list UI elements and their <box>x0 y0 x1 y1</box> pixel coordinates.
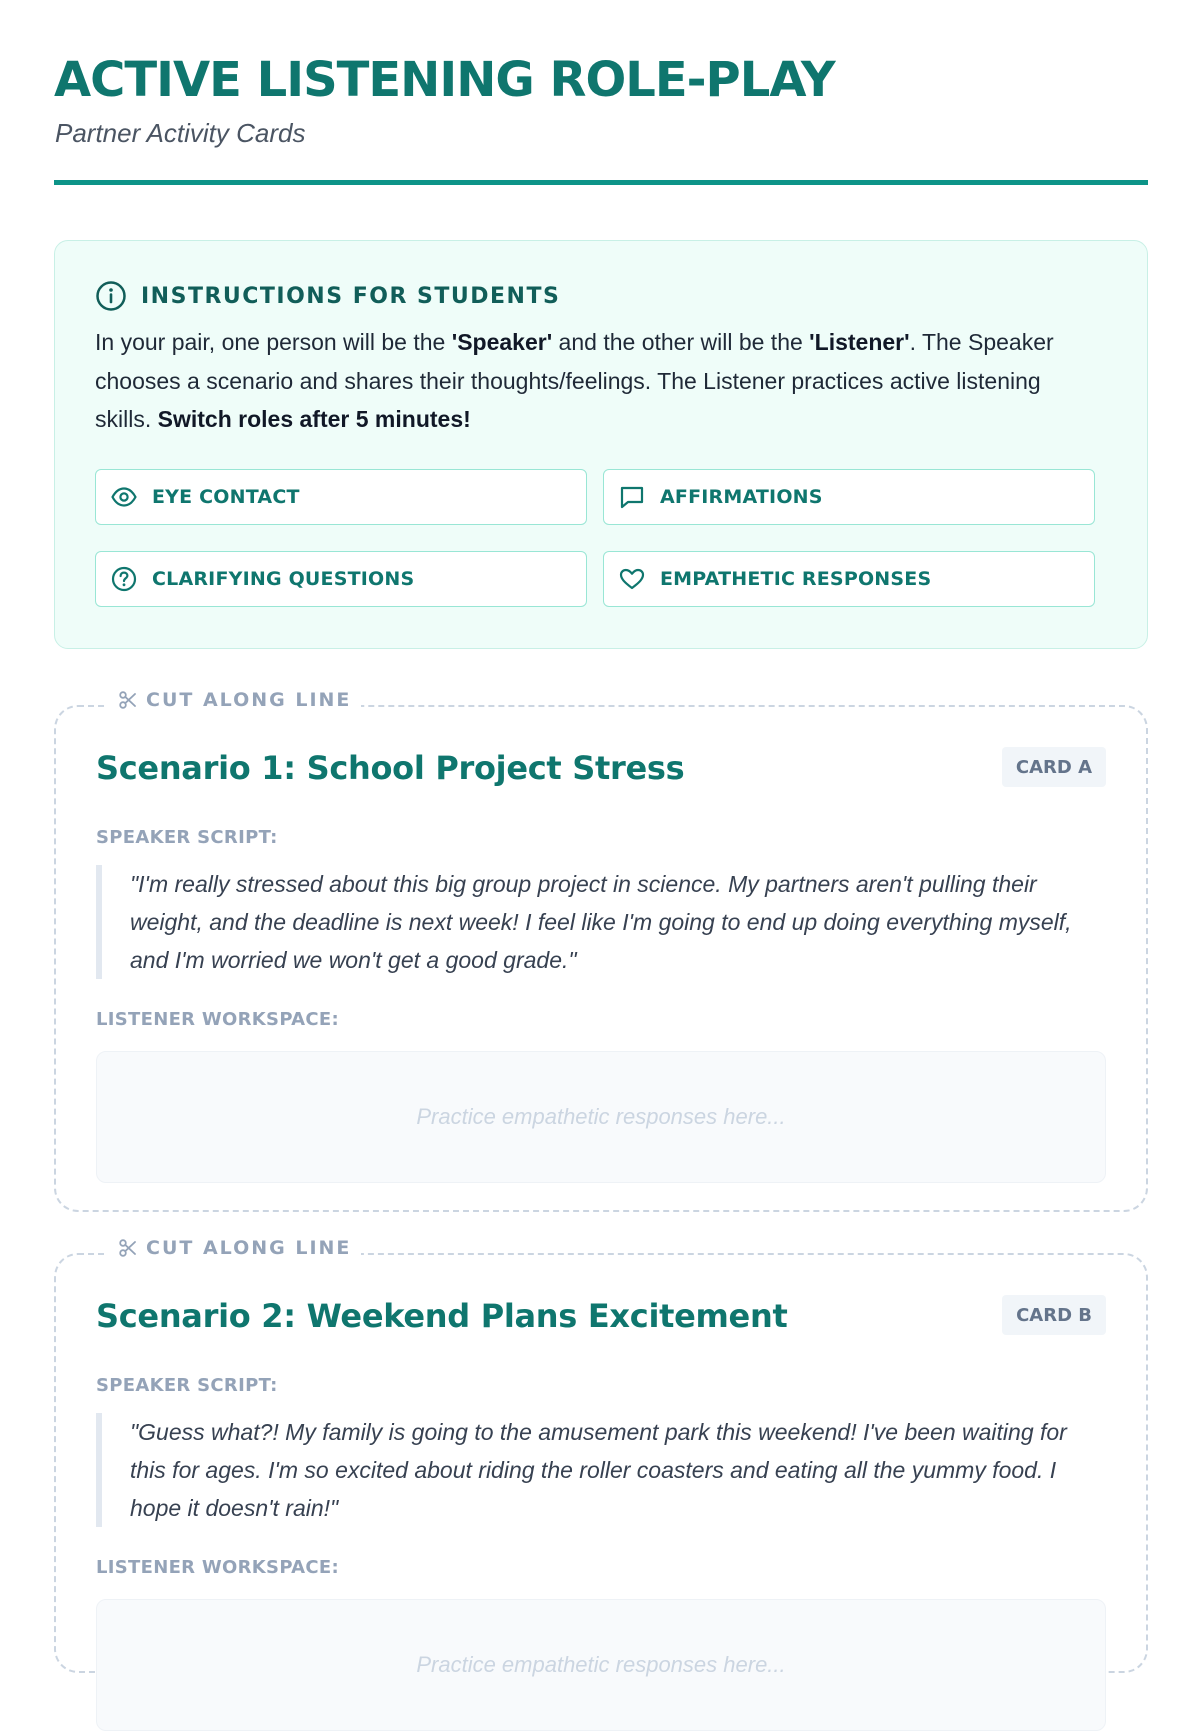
skill-label: EMPATHETIC RESPONSES <box>660 568 932 590</box>
switch-roles-note: Switch roles after 5 minutes! <box>157 406 471 432</box>
card-badge: CARD A <box>1002 747 1106 787</box>
instructions-title: INSTRUCTIONS FOR STUDENTS <box>141 283 561 309</box>
listener-role: 'Listener' <box>809 329 910 355</box>
listener-workspace[interactable] <box>96 1599 1106 1731</box>
cut-line-text: CUT ALONG LINE <box>146 689 352 711</box>
page-subtitle: Partner Activity Cards <box>55 118 306 148</box>
instructions-text-1: In your pair, one person will be the <box>95 329 452 355</box>
instructions-text-2: and the other will be the <box>552 329 810 355</box>
skill-empathetic-responses <box>603 551 1095 607</box>
skill-affirmations <box>603 469 1095 525</box>
card-header <box>96 707 1106 827</box>
info-icon <box>95 280 127 312</box>
message-icon <box>618 483 646 511</box>
card-title: Scenario 1: School Project Stress <box>96 749 685 787</box>
card-header <box>96 1255 1106 1375</box>
instructions-text <box>95 323 1095 439</box>
skill-label: EYE CONTACT <box>152 486 300 508</box>
listener-workspace-label: LISTENER WORKSPACE: <box>96 1557 339 1578</box>
workspace-placeholder: Practice empathetic responses here... <box>416 1652 786 1677</box>
card-title: Scenario 2: Weekend Plans Excitement <box>96 1297 788 1335</box>
listener-workspace-label: LISTENER WORKSPACE: <box>96 1009 339 1030</box>
card-badge: CARD B <box>1002 1295 1106 1335</box>
skill-label: CLARIFYING QUESTIONS <box>152 568 415 590</box>
skill-label: AFFIRMATIONS <box>660 486 823 508</box>
workspace-placeholder: Practice empathetic responses here... <box>416 1104 786 1129</box>
heart-icon <box>618 565 646 593</box>
instructions-panel <box>54 240 1148 649</box>
title-divider <box>54 180 1148 185</box>
scenario-card-a <box>54 705 1148 1212</box>
speaker-script: "Guess what?! My family is going to the amusement park this weekend! I've been waiting for this for ages. I'm so excited about riding the roller coasters and eating all the yummy food. I hope it doesn't rain!" <box>96 1413 1096 1527</box>
instructions-text-3: . The Speaker chooses a scenario and shares their thoughts/feelings. The Listener practices active listening skills. <box>95 329 1054 432</box>
scissors-icon <box>118 1238 138 1258</box>
scenario-card-b <box>54 1253 1148 1677</box>
speaker-script-label: SPEAKER SCRIPT: <box>96 1375 278 1396</box>
listener-workspace[interactable] <box>96 1051 1106 1183</box>
speaker-script-label: SPEAKER SCRIPT: <box>96 827 278 848</box>
speaker-script: "I'm really stressed about this big group project in science. My partners aren't pulling their weight, and the deadline is next week! I feel like I'm going to end up doing everything myself, and I'm worried we won't get a good grade." <box>96 865 1096 979</box>
cut-line-label <box>108 1233 361 1263</box>
instructions-header <box>95 279 1107 313</box>
cut-line-text: CUT ALONG LINE <box>146 1237 352 1259</box>
skill-eye-contact <box>95 469 587 525</box>
scissors-icon <box>118 690 138 710</box>
help-circle-icon <box>110 565 138 593</box>
eye-icon <box>110 483 138 511</box>
skill-clarifying-questions <box>95 551 587 607</box>
speaker-role: 'Speaker' <box>451 329 553 355</box>
page-title: ACTIVE LISTENING ROLE-PLAY <box>54 52 835 108</box>
cut-line-label <box>108 685 361 715</box>
